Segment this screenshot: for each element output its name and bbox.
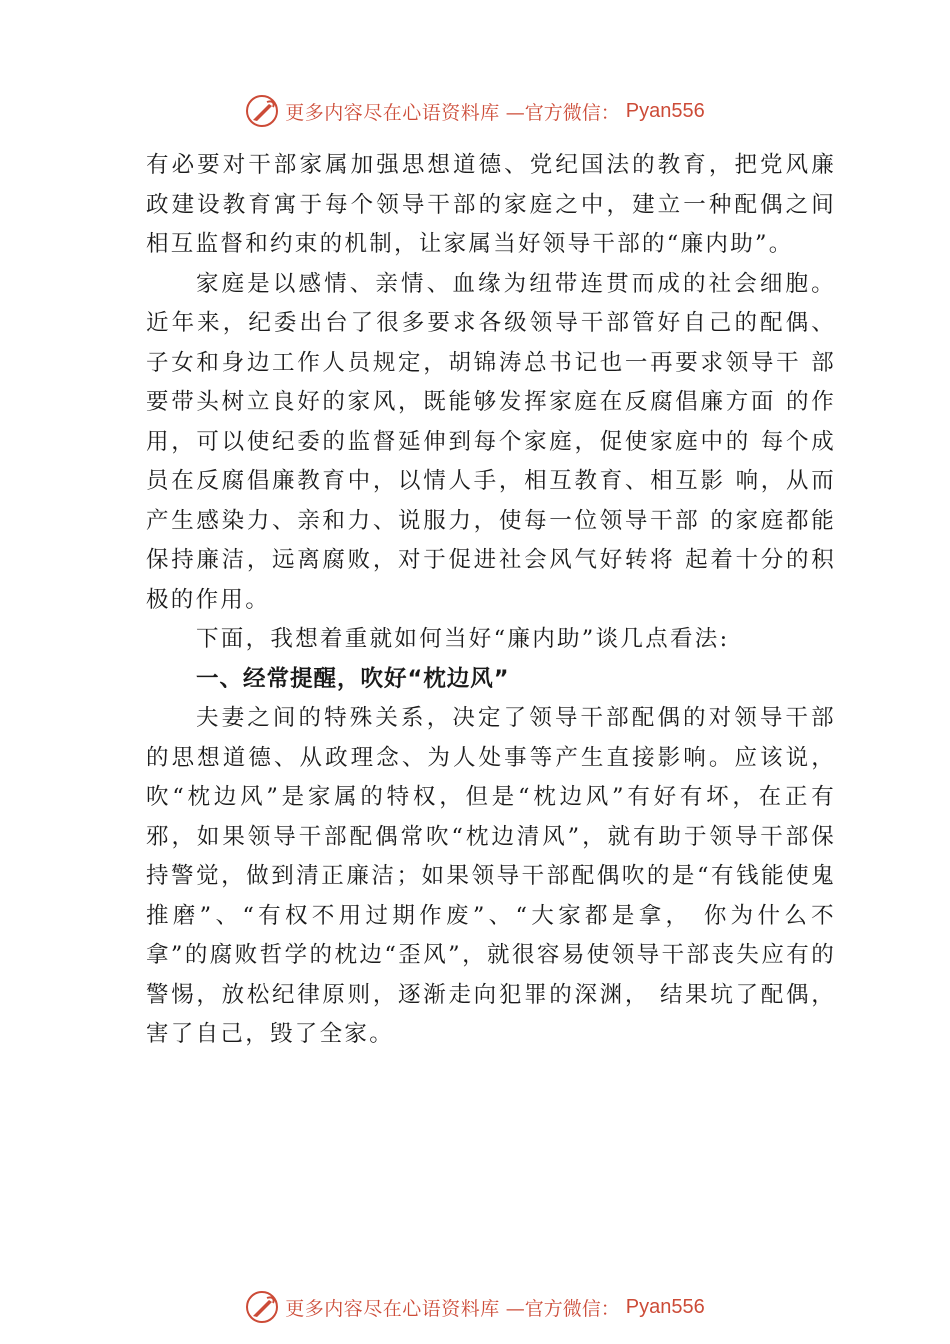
document-body: [146, 146, 836, 1055]
watermark-brand: 更多内容尽在心语资料库: [285, 1297, 500, 1320]
watermark-wechat-id: Pyan556: [625, 99, 705, 122]
paragraph-2: 家庭是以感情、亲情、血缘为纽带连贯而成的社会细胞。近年来，纪委出台了很多要求各级领导干部管好自己的配偶、子女和身边工作人员规定，胡锦涛总书记也一再要求领导干 部要带头树立良好的家风，既能够发挥家庭在反腐倡廉方面 的作用，可以使纪委的监督延伸到每个家庭，促使家庭中的 每个成员在反腐倡廉教育中，以情人手，相互教育、相互影 响，从而产生感染力、亲和力、说服力，使每一位领导干部 的家庭都能保持廉洁，远离腐败，对于促进社会风气好转将 起着十分的积极的作用。: [146, 270, 836, 613]
footer-watermark: [0, 1290, 950, 1324]
header-watermark: [0, 94, 950, 128]
watermark-label: —官方微信：: [505, 101, 620, 124]
watermark-wechat-id: Pyan556: [625, 1295, 705, 1318]
paragraph-4: 夫妻之间的特殊关系，决定了领导干部配偶的对领导干部的思想道德、从政理念、为人处事等产生直接影响。应该说，吹“枕边风”是家属的特权，但是“枕边风”有好有坏，在正有邪，如果领导干部配偶常吹“枕边清风”，就有助于领导干部保持警觉，做到清正廉洁；如果领导干部配偶吹的是“有钱能使鬼推磨”、“有权不用过期作废”、“大家都是拿， 你为什么不拿”的腐败哲学的枕边“歪风”，就很容易使领导干部丧失应有的警惕，放松纪律原则，逐渐走向犯罪的深渊， 结果坑了配偶，害了自己，毁了全家。: [146, 705, 836, 1047]
section-heading: 一、经常提醒，吹好“枕边风”: [196, 665, 510, 692]
watermark-label: —官方微信：: [505, 1297, 620, 1320]
paragraph-1: 有必要对干部家属加强思想道德、党纪国法的教育，把党风廉政建设教育寓于每个领导干部的家庭之中，建立一种配偶之间相互监督和约束的机制，让家属当好领导干部的“廉内助”。: [146, 152, 836, 257]
paragraph-3: 下面，我想着重就如何当好“廉内助”谈几点看法:: [196, 626, 730, 652]
quill-logo-icon: [245, 1290, 279, 1324]
quill-logo-icon: [245, 94, 279, 128]
watermark-brand: 更多内容尽在心语资料库: [285, 101, 500, 124]
